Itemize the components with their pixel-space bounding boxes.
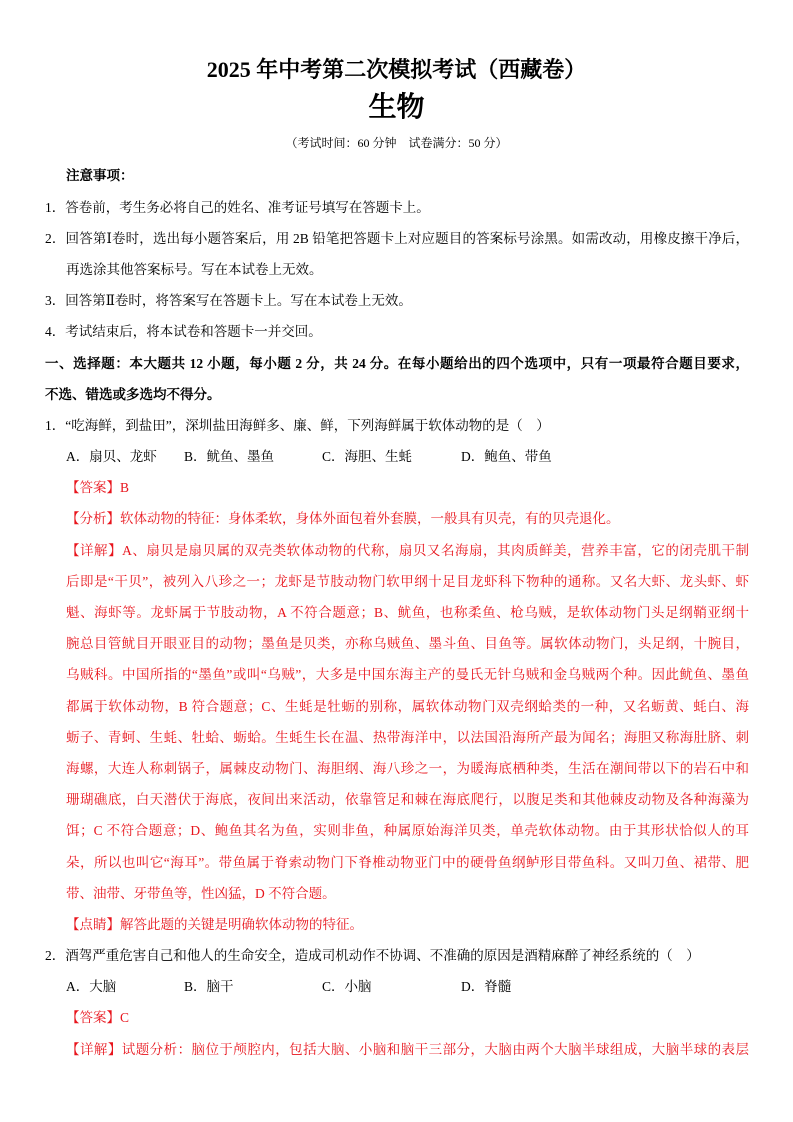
question-1-option-b: B．鱿鱼、墨鱼 [184, 449, 275, 465]
question-1-option-d: D．鲍鱼、带鱼 [461, 449, 552, 465]
question-1-detail-line: 都属于软体动物，B 符合题意；C、生蚝是牡蛎的别称，属软体动物门双壳纲蛤类的一种，又名蛎黄、蚝白、海 [66, 698, 749, 714]
question-1-detail-line: 【详解】A、扇贝是扇贝属的双壳类软体动物的代称，扇贝又名海扇，其肉质鲜美，营养丰富，它的闭壳肌干制 [66, 542, 749, 558]
section-heading: 一、选择题：本大题共 12 小题，每小题 2 分，共 24 分。在每小题给出的四个选项中，只有一项最符合题目要求， [45, 355, 749, 371]
subject-title: 生物 [368, 92, 425, 123]
question-2-detail-line: 【详解】试题分析：脑位于颅腔内，包括大脑、小脑和脑干三部分，大脑由两个大脑半球组成，大脑半球的表层 [66, 1041, 749, 1057]
exam-info: （考试时间：60 分钟 试卷满分：50 分） [285, 136, 508, 150]
question-2-answer: 【答案】C [66, 1010, 130, 1026]
question-1-detail-line: 饵；C 不符合题意；D、鲍鱼其名为鱼，实则非鱼，种属原始海洋贝类，单壳软体动物。由于其形状恰似人的耳 [66, 823, 749, 839]
question-1-options [45, 441, 749, 472]
note-item-4: 4．考试结束后，将本试卷和答题卡一并交回。 [45, 324, 322, 340]
question-2-option-d: D．脊髓 [461, 979, 512, 995]
question-1-detail-line: 蛎子、青蚵、生蚝、牡蛤、蛎蛤。生蚝生长在温、热带海洋中，以法国沿海所产最为闻名；海胆又称海肚脐、刺 [66, 729, 749, 745]
note-item-2-continued: 再选涂其他答案标号。写在本试卷上无效。 [66, 261, 323, 277]
question-1-option-c: C．海胆、生蚝 [322, 449, 413, 465]
question-1-detail-line: 乌贼科。中国所指的“墨鱼”或叫“乌贼”，大多是中国东海主产的曼氏无针乌贼和金乌贼两个种。因此鱿鱼、墨鱼 [66, 667, 749, 683]
question-1-detail-line: 朵，所以也叫它“海耳”。带鱼属于脊索动物门下脊椎动物亚门中的硬骨鱼纲鲈形目带鱼科。又叫刀鱼、裙带、肥 [66, 854, 749, 870]
question-1-analysis: 【分析】软体动物的特征：身体柔软，身体外面包着外套膜，一般具有贝壳，有的贝壳退化。 [66, 511, 620, 527]
notes-heading: 注意事项： [66, 168, 134, 184]
question-1-detail-line: 带、油带、牙带鱼等，性凶猛，D 不符合题。 [66, 885, 336, 901]
document-body [45, 160, 749, 1064]
question-1-detail-line: 珊瑚礁底，白天潜伏于海底，夜间出来活动，依靠管足和棘在海底爬行，以腹足类和其他棘皮动物及各种海藻为 [66, 792, 749, 808]
note-item-1: 1．答卷前，考生务必将自己的姓名、准考证号填写在答题卡上。 [45, 199, 430, 215]
question-1-option-a: A．扇贝、龙虾 [66, 449, 157, 465]
question-1-answer: 【答案】B [66, 480, 130, 496]
section-heading-continued: 不选、错选或多选均不得分。 [45, 386, 221, 402]
question-1-detail-line: 腕总目管鱿目开眼亚目的动物；墨鱼是贝类，亦称乌贼鱼、墨斗鱼、目鱼等。属软体动物门，头足纲，十腕目， [66, 636, 749, 652]
question-2-stem: 2．酒驾严重危害自己和他人的生命安全，造成司机动作不协调、不准确的原因是酒精麻醉了神经系统的（ ） [45, 948, 700, 964]
question-1-stem: 1．“吃海鲜，到盐田”，深圳盐田海鲜多、廉、鲜，下列海鲜属于软体动物的是（ ） [45, 417, 550, 433]
question-1-detail-line: 魁、海虾等。龙虾属于节肢动物，A 不符合题意；B、鱿鱼，也称柔鱼、枪乌贼，是软体动物门头足纲鞘亚纲十 [66, 605, 749, 621]
question-2-option-a: A．大脑 [66, 979, 117, 995]
question-1-detail-line: 海螺，大连人称刺锅子，属棘皮动物门、海胆纲、海八珍之一，为暖海底栖种类，生活在潮间带以下的岩石中和 [66, 760, 749, 776]
question-1-tip: 【点睛】解答此题的关键是明确软体动物的特征。 [66, 916, 363, 932]
note-item-3: 3．回答第Ⅱ卷时，将答案写在答题卡上。写在本试卷上无效。 [45, 293, 412, 309]
question-2-option-c: C．小脑 [322, 979, 372, 995]
note-item-2: 2．回答第Ⅰ卷时，选出每小题答案后，用 2B 铅笔把答题卡上对应题目的答案标号涂黑。如需改动，用橡皮擦干净后， [45, 230, 749, 246]
question-1-detail-line: 后即是“干贝”，被列入八珍之一；龙虾是节肢动物门软甲纲十足目龙虾科下物种的通称。又名大虾、龙头虾、虾 [66, 573, 749, 589]
exam-title: 2025 年中考第二次模拟考试（西藏卷） [206, 57, 587, 82]
question-2-options [45, 971, 749, 1002]
question-2-option-b: B．脑干 [184, 979, 234, 995]
